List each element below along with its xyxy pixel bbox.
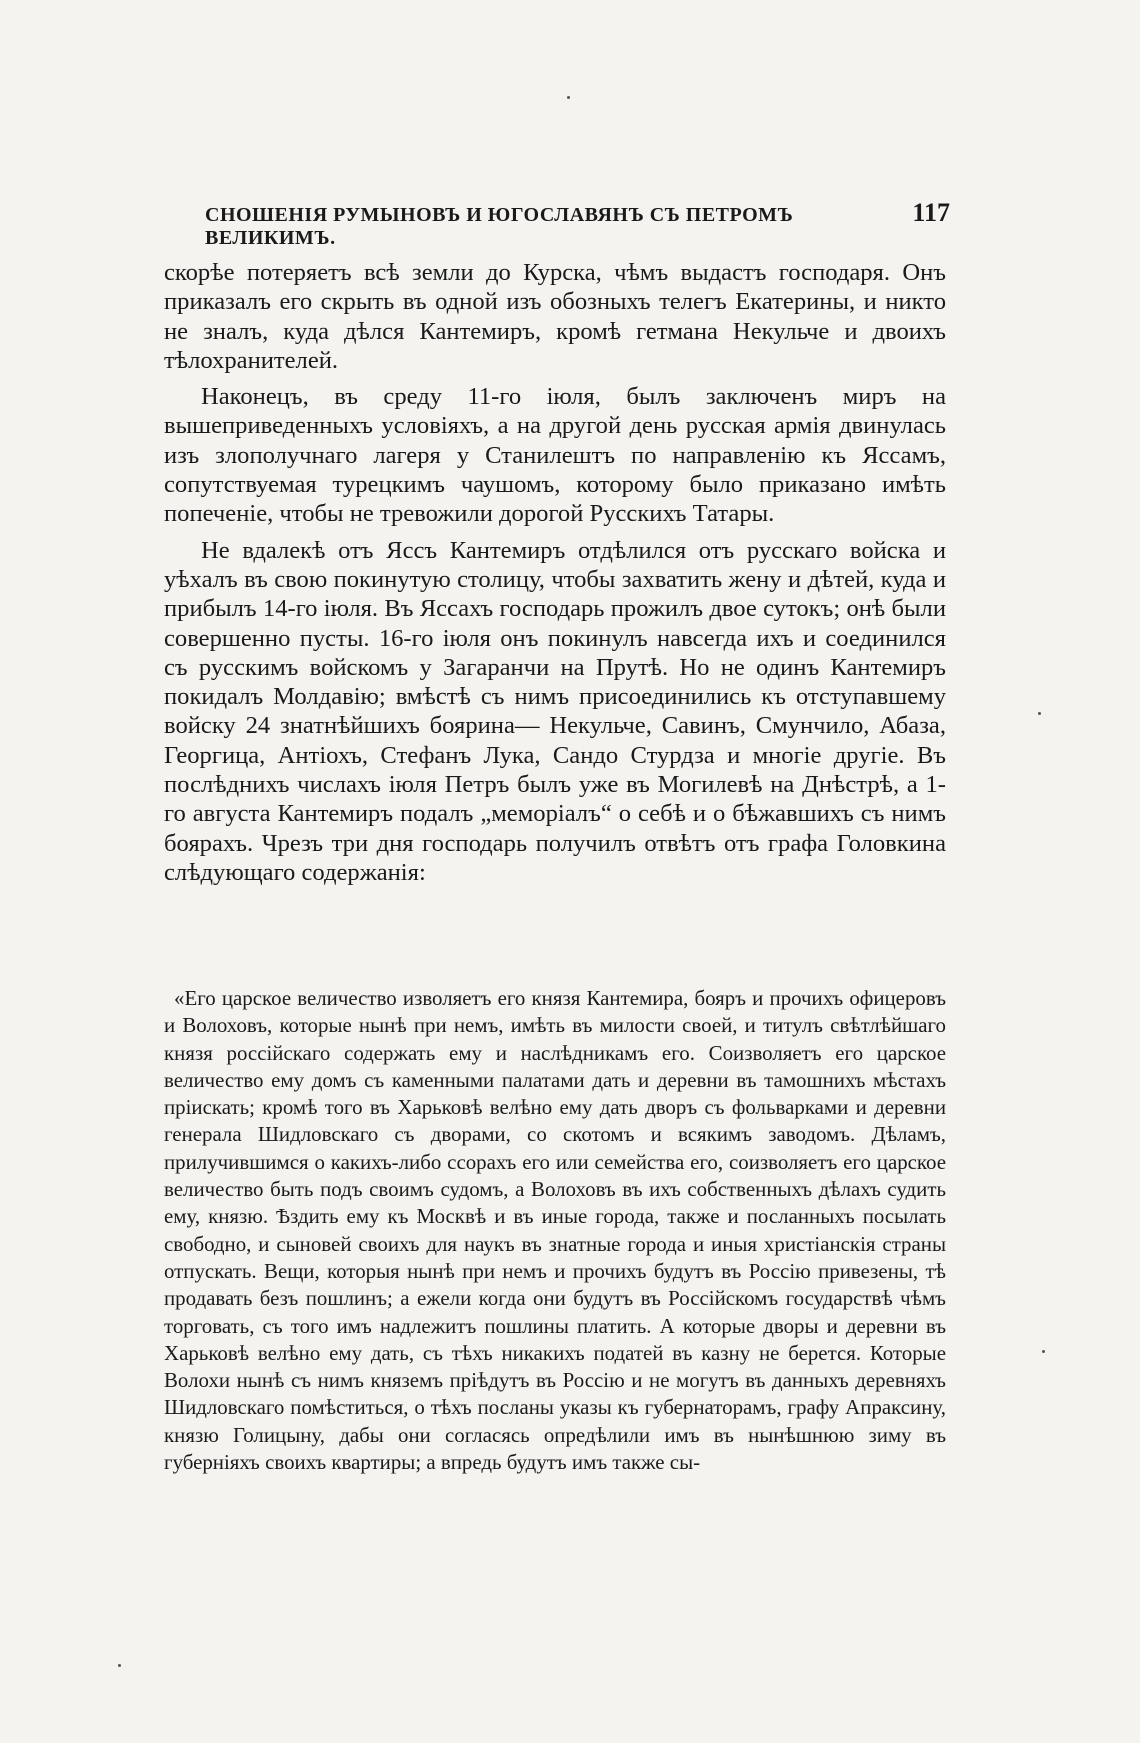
quote-text: «Его царское величество изволяетъ его князя Кантемира, бояръ и прочихъ офицеровъ и Волоховъ, которые нынѣ при немъ, имѣть въ милости своей, и титулъ свѣтлѣйшаго князя россійскаго содержать ему и наслѣдникамъ его. Соизволяетъ его царское величество ему домъ съ каменными палатами дать и деревни въ тамошнихъ мѣстахъ пріискать; кромѣ того въ Харьковѣ велѣно ему дать дворъ съ фольварками и деревни генерала Шидловскаго съ дворами, со скотомъ и всякимъ заводомъ. Дѣламъ, прилучившимся о какихъ-либо ссорахъ его или семейства его, соизволяетъ его царское величество быть подъ своимъ судомъ, а Волоховъ въ ихъ собственныхъ дѣлахъ судить ему, князю. Ѣздить ему къ Москвѣ и въ иные города, также и посланныхъ посылать свободно, и сыновей своихъ для наукъ въ знатные города и иныя христіанскія страны отпускать. Вещи, которыя нынѣ при немъ и прочихъ будутъ въ Россію привезены, тѣ продавать безъ пошлинъ; а ежели когда они будутъ въ Россійскомъ государствѣ чѣмъ торговать, съ того имъ надлежитъ пошлины платить. А которые дворы и деревни въ Харьковѣ велѣно ему дать, съ тѣхъ никакихъ податей въ казну не берется. Которые Волохи нынѣ съ нимъ княземъ пріѣдутъ въ Россію и не могутъ въ данныхъ деревняхъ Шидловскаго помѣститься, о тѣхъ посланы указы къ губернаторамъ, графу Апраксину, князю Голицыну, дабы они согласясь опредѣлили имъ въ нынѣшнюю зиму въ губерніяхъ своихъ квартиры; а впредь будутъ имъ также сы- [164, 986, 946, 1475]
scan-speck [118, 1664, 121, 1667]
running-title: СНОШЕНІЯ РУМЫНОВЪ И ЮГОСЛАВЯНЪ СЪ ПЕТРОМЪ ВЕЛИКИМЪ. [205, 204, 794, 249]
main-text [164, 258, 946, 887]
scan-speck [1038, 712, 1041, 715]
page-header [205, 198, 950, 249]
quoted-letter [164, 985, 946, 1476]
page-number: 117 [912, 198, 950, 227]
scan-speck [567, 96, 570, 99]
paragraph: Не вдалекѣ отъ Яссъ Кантемиръ отдѣлился отъ русскаго войска и уѣхалъ въ свою покинутую столицу, чтобы захватить жену и дѣтей, куда и прибылъ 14-го іюля. Въ Яссахъ господарь прожилъ двое сутокъ; онѣ были совершенно пусты. 16-го іюля онъ покинулъ навсегда ихъ и соединился съ русскимъ войскомъ у Загаранчи на Прутѣ. Но не одинъ Кантемиръ покидалъ Молдавію; вмѣстѣ съ нимъ присоединились къ отступавшему войску 24 знатнѣйшихъ боярина— Некульче, Савинъ, Смунчило, Абаза, Георгица, Антіохъ, Стефанъ Лука, Сандо Стурдза и многіе другіе. Въ послѣднихъ числахъ іюля Петръ былъ уже въ Могилевѣ на Днѣстрѣ, а 1-го августа Кантемиръ подалъ „меморіалъ“ о себѣ и о бѣжавшихъ съ нимъ боярахъ. Чрезъ три дня господарь получилъ отвѣтъ отъ графа Головкина слѣдующаго содержанія: [164, 536, 946, 886]
paragraph: Наконецъ, въ среду 11-го іюля, былъ заключенъ миръ на вышеприведенныхъ условіяхъ, а на другой день русская армія двинулась изъ злополучнаго лагеря у Станилештъ по направленію къ Яссамъ, сопутствуемая турецкимъ чаушомъ, которому было приказано имѣть попеченіе, чтобы не тревожили дорогой Русскихъ Татары. [164, 383, 946, 528]
paragraph: скорѣе потеряетъ всѣ земли до Курска, чѣмъ выдастъ господаря. Онъ приказалъ его скрыть въ одной изъ обозныхъ телегъ Екатерины, и никто не зналъ, куда дѣлся Кантемиръ, кромѣ гетмана Некульче и двоихъ тѣлохранителей. [164, 259, 946, 374]
scan-speck [1042, 1350, 1045, 1353]
